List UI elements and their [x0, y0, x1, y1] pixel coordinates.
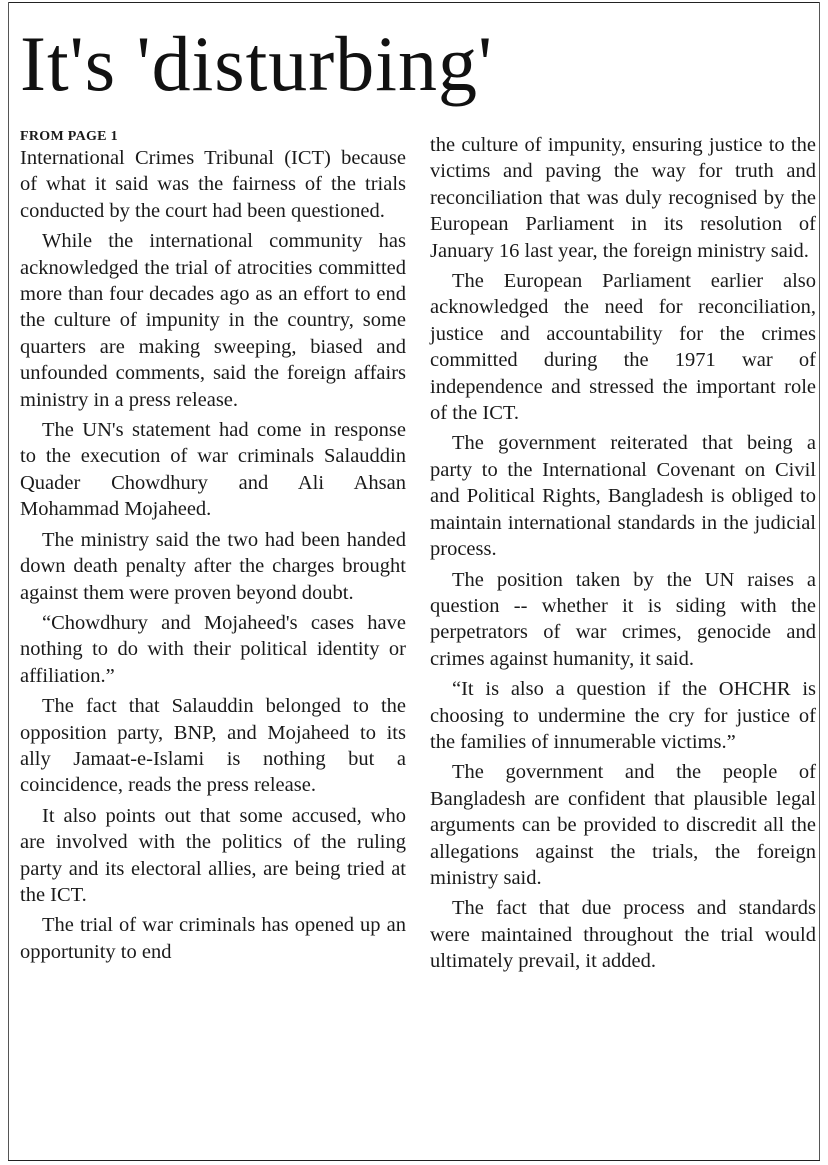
paragraph: The ministry said the two had been handed down death penalty after the charges brought against them were proven beyond doubt. — [20, 528, 406, 604]
paragraph: “Chowdhury and Mojaheed's cases have nothing to do with their political identity or affiliation.” — [20, 611, 406, 687]
paragraph: International Crimes Tribunal (ICT) because of what it said was the fairness of the trials conducted by the court had been questioned. — [20, 147, 406, 222]
paragraph: The government and the people of Bangladesh are confident that plausible legal arguments can be provided to discredit all the allegations against the trials, the foreign ministry said. — [430, 761, 816, 889]
paragraph: The government reiterated that being a party to the International Covenant on Civil and Political Rights, Bangladesh is obliged to maintain international standards in the judicial process. — [430, 432, 816, 561]
top-rule — [8, 2, 820, 3]
paragraph: It also points out that some accused, who are involved with the politics of the ruling party and its electoral allies, are being tried at the ICT. — [20, 804, 406, 906]
article-column-left — [20, 128, 406, 969]
paragraph: The trial of war criminals has opened up an opportunity to end — [20, 914, 406, 963]
article-column-right — [430, 132, 816, 979]
paragraph: The fact that due process and standards were maintained throughout the trial would ultimately prevail, it added. — [430, 897, 816, 973]
paragraph: The UN's statement had come in response to the execution of war criminals Salauddin Quader Chowdhury and Ali Ahsan Mohammad Mojaheed. — [20, 419, 406, 521]
bottom-rule — [8, 1160, 820, 1161]
headline: It's 'disturbing' — [20, 20, 494, 107]
paragraph: While the international community has acknowledged the trial of atrocities committed more than four decades ago as an effort to end the culture of impunity in the country, some quarters are making sweeping, biased and unfounded comments, said the foreign affairs ministry in a press release. — [20, 230, 406, 411]
paragraph: The European Parliament earlier also acknowledged the need for reconciliation, justice and accountability for the crimes committed during the 1971 war of independence and stressed the important role of the ICT. — [430, 270, 816, 425]
paragraph: the culture of impunity, ensuring justice to the victims and paving the way for truth and reconciliation that was duly recognised by the European Parliament in its resolution of January 16 last year, the foreign ministry said. — [430, 134, 816, 262]
paragraph: The fact that Salauddin belonged to the opposition party, BNP, and Mojaheed to its ally Jamaat-e-Islami is nothing but a coincidence, reads the press release. — [20, 695, 406, 797]
kicker: FROM PAGE 1 — [20, 129, 118, 144]
right-rule — [819, 2, 820, 1160]
left-rule — [8, 2, 9, 1160]
paragraph: The position taken by the UN raises a question -- whether it is siding with the perpetrators of war crimes, genocide and crimes against humanity, it said. — [430, 568, 816, 670]
paragraph: “It is also a question if the OHCHR is choosing to undermine the cry for justice of the families of innumerable victims.” — [430, 678, 816, 753]
